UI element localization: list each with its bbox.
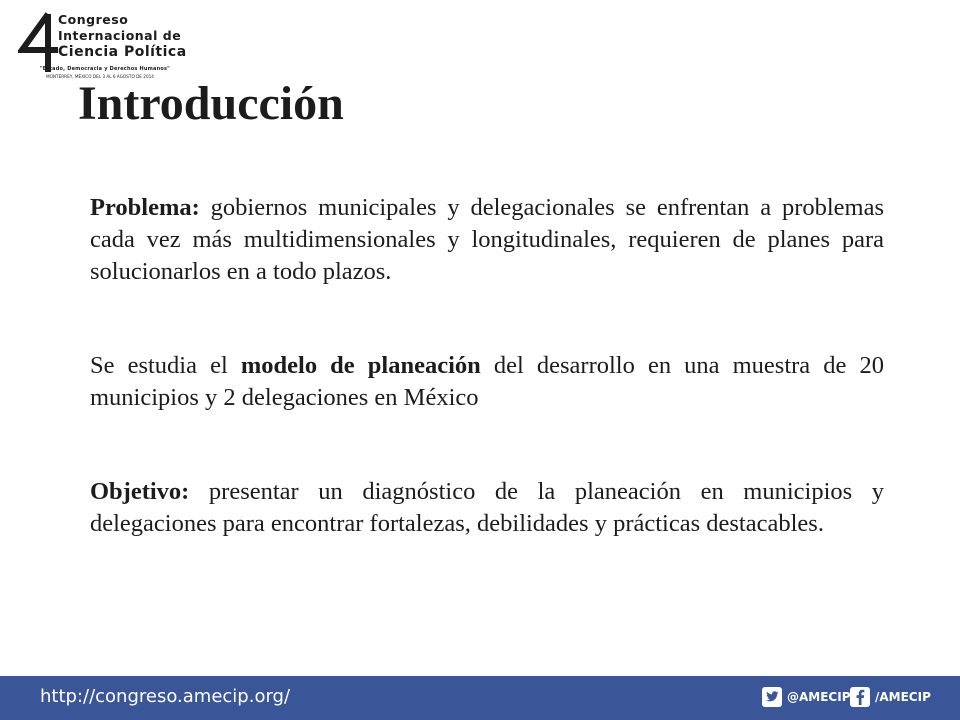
twitter-handle-link[interactable] (762, 687, 851, 707)
slide-title: Introducción (78, 77, 344, 130)
twitter-handle: @AMECIP (787, 690, 851, 704)
facebook-icon (850, 687, 870, 707)
objective-text: presentar un diagnóstico de la planeación en municipios y delegaciones para encontrar fortalezas, debilidades y prácticas destacables. (90, 478, 884, 537)
logo-line-internacional: Internacional de (58, 27, 182, 43)
study-paragraph (90, 350, 884, 414)
objective-paragraph (90, 476, 884, 540)
footer-bar (0, 676, 960, 720)
facebook-page-link[interactable] (850, 687, 931, 707)
objective-label: Objetivo: (90, 478, 190, 505)
twitter-icon (762, 687, 782, 707)
congress-logo (18, 10, 228, 82)
slide-content (90, 192, 884, 540)
logo-line-congreso: Congreso (58, 12, 129, 27)
problem-paragraph (90, 192, 884, 288)
logo-line-ciencia: Ciencia Política (58, 44, 187, 60)
logo-tagline: "Estado, Democracia y Derechos Humanos" (40, 66, 170, 72)
study-text-pre: Se estudia el (90, 352, 241, 379)
logo-text (58, 14, 187, 62)
study-model-highlight: modelo de planeación (240, 352, 481, 379)
congress-url-link[interactable]: http://congreso.amecip.org/ (40, 686, 291, 707)
study-text-post: del desarrollo en una muestra de 20 municipios y 2 delegaciones en México (90, 352, 884, 411)
problem-label: Problema: (90, 194, 200, 221)
facebook-handle: /AMECIP (875, 690, 931, 704)
problem-text: gobiernos municipales y delegacionales se enfrentan a problemas cada vez más multidimensionales y longitudinales, requieren de planes para solucionarlos en a todo plazos. (90, 194, 884, 285)
logo-date: MONTERREY, MÉXICO DEL 3 AL 6 AGOSTO DE 2014 (46, 74, 154, 79)
